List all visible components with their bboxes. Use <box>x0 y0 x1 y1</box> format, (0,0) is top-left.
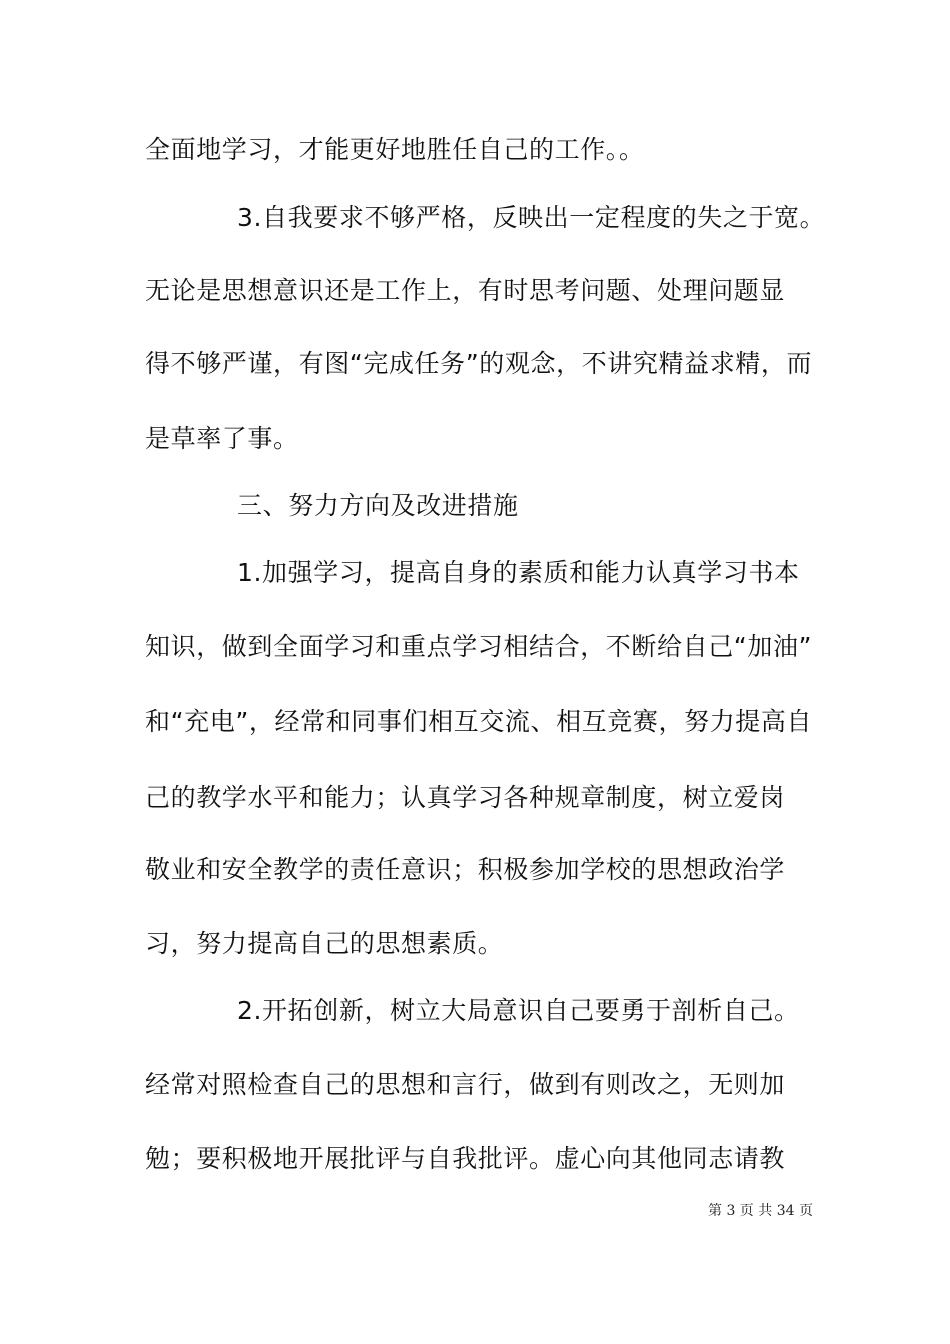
text-line: 勉；要积极地开展批评与自我批评。虚心向其他同志请教 <box>145 1144 786 1173</box>
page-number: 第 3 页 共 34 页 <box>708 1203 813 1219</box>
text-line: 和“充电”，经常和同事们相互交流、相互竞赛，努力提高自 <box>145 707 813 736</box>
text-line: 己的教学水平和能力；认真学习各种规章制度，树立爱岗 <box>145 783 786 812</box>
text-line: 敬业和安全教学的责任意识；积极参加学校的思想政治学 <box>145 855 786 884</box>
text-line: 无论是思想意识还是工作上，有时思考问题、处理问题显 <box>145 276 786 305</box>
text-line: 经常对照检查自己的思想和言行，做到有则改之，无则加 <box>145 1070 786 1099</box>
text-line: 是草率了事。 <box>145 424 299 453</box>
text-line: 习，努力提高自己的思想素质。 <box>145 929 504 958</box>
text-line: 得不够严谨，有图“完成任务”的观念，不讲究精益求精，而 <box>145 349 813 378</box>
text-line: 全面地学习，才能更好地胜任自己的工作。。 <box>145 135 645 164</box>
section-heading: 三、努力方向及改进措施 <box>237 491 519 520</box>
text-line: 3.自我要求不够严格，反映出一定程度的失之于宽。 <box>237 203 826 232</box>
text-line: 1.加强学习，提高自身的素质和能力认真学习书本 <box>237 558 800 587</box>
text-line: 2.开拓创新，树立大局意识自己要勇于剖析自己。 <box>237 996 800 1025</box>
text-line: 知识，做到全面学习和重点学习相结合，不断给自己“加油” <box>145 632 813 661</box>
